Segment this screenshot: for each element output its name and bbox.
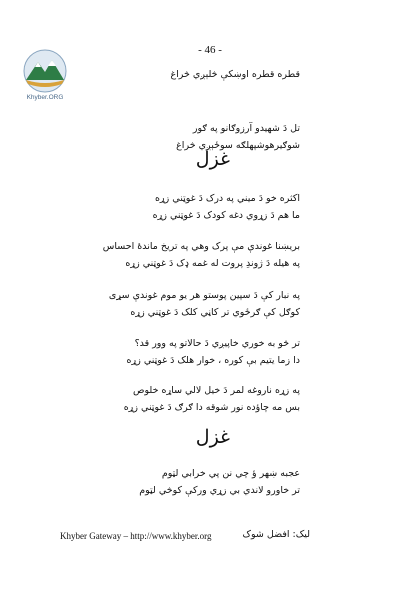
footer-source-link[interactable]: Khyber Gateway – http://www.khyber.org bbox=[60, 531, 212, 541]
intro-verse bbox=[170, 66, 300, 83]
verse-line: عجبه ښهر ؤ چي نن پي خرابي لټوم bbox=[161, 468, 300, 479]
verse-line: تر څو به خوري خاپيږي دَ حالاتو په وور قد؟ bbox=[134, 338, 300, 349]
verse-line: اکثره خو دَ ميني په درک دَ غوټني زړه bbox=[154, 193, 300, 204]
verse-line: بس مه چاؤده نور شوقه دا ګرګ دَ غوټني زړه bbox=[123, 402, 300, 413]
verse-line: په هيله دَ ژوندِ پروت له غمه ډک دَ غوټني زړه bbox=[125, 258, 300, 269]
verse-line: ما هم دَ زړوي دغه کودک دَ غوټني زړه bbox=[152, 210, 300, 221]
couplet bbox=[109, 287, 300, 321]
couplet bbox=[127, 335, 300, 369]
couplet bbox=[153, 190, 300, 224]
page-number: - 46 - bbox=[198, 44, 222, 56]
verse-line: په زړه ناروغه لمر دَ خيل لالي ساړه خلوص bbox=[133, 385, 300, 396]
verse-line: په نبار کې دَ سپين پوستو هر يو موم غوندې سړی bbox=[108, 290, 300, 301]
verse-line: دا زما يتيم بې کوره ، خوار هلک دَ غوټني زړه bbox=[126, 355, 300, 366]
verse-line: کوګل کې ګرځوي تر کاڼي کلک دَ غوټني زړه bbox=[130, 307, 300, 318]
site-logo[interactable] bbox=[18, 48, 72, 106]
section-heading: غزل bbox=[195, 426, 230, 448]
verse-line: بريښنا غوندې مې پرک وهي په تريخ ماندهٔ احساس bbox=[102, 241, 300, 252]
verse-line: تل دَ شهيدو آرزوګانو په ګور bbox=[192, 123, 300, 134]
logo-caption: Khyber.ORG bbox=[26, 94, 64, 101]
mountain-logo-icon bbox=[18, 48, 72, 94]
verse-line: تر خاورو لاندي بي زړي ورکې کوڅي لټوم bbox=[139, 485, 300, 496]
couplet bbox=[103, 238, 300, 272]
intro-couplet bbox=[176, 120, 300, 154]
section-heading: غزل bbox=[195, 148, 230, 170]
couplet bbox=[124, 382, 300, 416]
footer-author: ليک: افضل شوک bbox=[242, 529, 310, 540]
verse-line: شوګيرهوشپهلګه سوځېږي څراغ bbox=[176, 140, 300, 151]
couplet bbox=[139, 465, 300, 499]
verse-line: قطره قطره اوښکې څلېږي څراغ bbox=[170, 69, 300, 80]
